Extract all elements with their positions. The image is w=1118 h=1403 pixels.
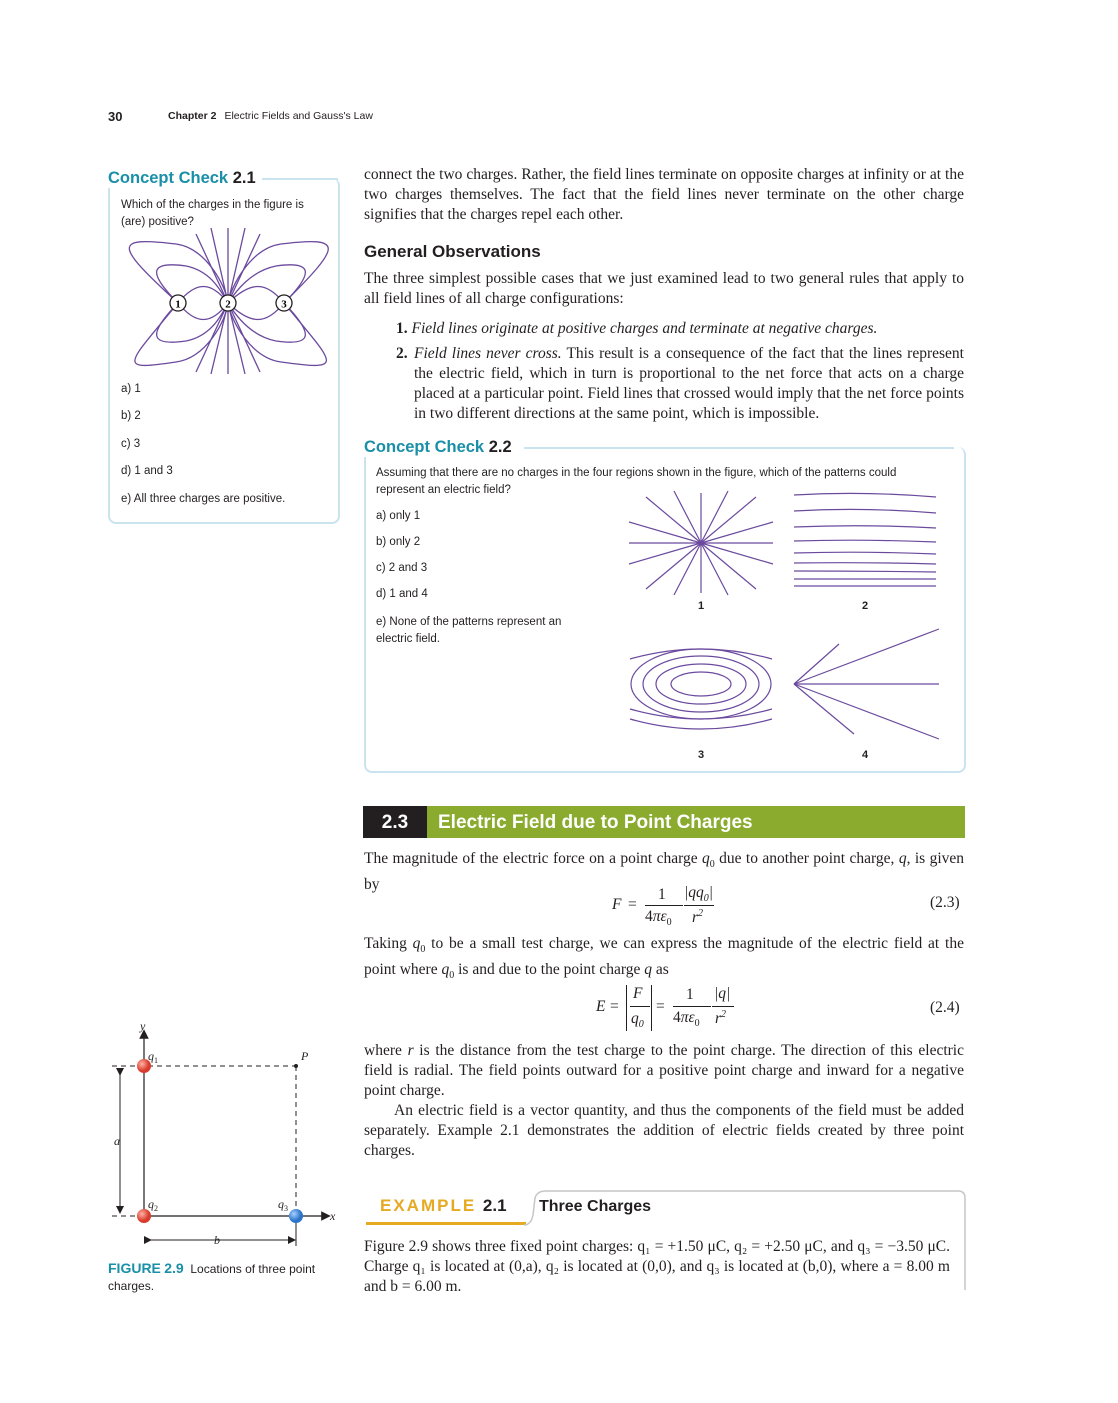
charge-label-1: 1 [175, 298, 181, 311]
rule-1-number: 1. [396, 320, 408, 337]
figure-caption-text: Locations of three point charges. [108, 1262, 316, 1293]
figure-2-9-caption [108, 1260, 333, 1295]
pattern-1 [629, 491, 773, 595]
example-title: Three Charges [539, 1198, 652, 1215]
label-q2-base: q [148, 1197, 154, 1211]
label-y: y [140, 1020, 146, 1033]
page-number: 30 [108, 109, 123, 124]
concept-check-2 [364, 437, 966, 775]
rule-1-text: Field lines originate at positive charges and terminate at negative charges. [411, 320, 878, 337]
sp1-a: The magnitude of the electric force on a point charge [364, 850, 703, 867]
charge-q3 [289, 1209, 303, 1223]
example-header [366, 1190, 966, 1230]
cc1-option-d: d) 1 and 3 [121, 465, 173, 477]
chapter-label: Chapter 2 [168, 110, 217, 122]
label-q1 [148, 1049, 158, 1065]
concept-check-1-question: Which of the charges in the figure is (are) positive? [121, 199, 304, 228]
field-patterns-figure [624, 489, 944, 764]
label-b: b [214, 1233, 220, 1247]
cc2-option-d: d) 1 and 4 [376, 588, 428, 600]
cc2-number: 2.2 [488, 438, 512, 456]
figure-2-9-diagram [108, 1020, 348, 1255]
label-q3-base: q [278, 1197, 284, 1211]
section-paragraph-4: An electric field is a vector quantity, and thus the components of the field must be added separately. Example 2.1 demonstrates the addition of electric fields created by three point charges. [364, 1102, 964, 1159]
sp2-d: as [651, 961, 669, 979]
charge-label-3: 3 [281, 298, 287, 311]
cc2-option-e: e) None of the patterns represent an electric field. [376, 616, 562, 645]
label-x: x [330, 1209, 336, 1223]
general-observations-text: The three simplest possible cases that we just examined lead to two general rules that apply to all field lines of all charge configurations: [364, 270, 964, 307]
sp1-b: due to another point charge, [714, 850, 899, 867]
label-q3 [278, 1197, 288, 1213]
pattern-2 [794, 493, 936, 586]
section-paragraph-1: The magnitude of the electric force on a point charge $q_0$ due to another point charge, q, is given by [364, 850, 965, 894]
example-label [380, 1196, 507, 1216]
section-title: Electric Field due to Point Charges [438, 812, 753, 833]
rule-2 [414, 344, 964, 424]
label-q3-sub: 3 [284, 1204, 288, 1213]
concept-check-1-title [108, 169, 262, 188]
example-label-text: EXAMPLE [380, 1196, 477, 1215]
cc2-title-text: Concept Check [364, 438, 485, 456]
point-p [294, 1064, 298, 1068]
equation-2-4: E = F $q_0$ = 1 $4\pi\varepsilon_0$ |q| $r^2$ [596, 985, 756, 1033]
pattern-label-3: 3 [697, 749, 705, 761]
section-header [363, 806, 965, 838]
pattern-3 [630, 649, 772, 729]
sp3-b: is the distance from the test charge to the point charge. The direction of this electric field is radial. The field points outward for a positive point charge and inward for a negative point charge. [364, 1042, 964, 1099]
running-header [168, 110, 373, 122]
sp2-a: Taking [364, 935, 413, 952]
cc2-option-a: a) only 1 [376, 510, 421, 522]
figure-label: FIGURE [108, 1260, 161, 1276]
rule-2-text: This result is a consequence of the fact that the lines represent the electric field, which in turn is proportional to the net force that acts on a charge placed at a particular point. Field lines that crossed would imply that the net force points in two different directions at the same point, which is impossible. [414, 345, 964, 422]
cc1-title-text: Concept Check [108, 169, 229, 187]
rule-2-number: 2. [396, 345, 408, 362]
sp2-b: to be a small test charge, we can express the magnitude of the electric field at the point where [364, 935, 964, 979]
label-q1-sub: 1 [154, 1056, 158, 1065]
example-text: Figure 2.9 shows three fixed point charges: q₁ = +1.50 μC, q₂ = +2.50 μC, and q₃ = −3.50 μC. Charge q₁ is located at (0,a), q₂ is located at (0,0), and q₃ is located at (b,0), where a = 8.00 m and b = 6.00 m. [364, 1238, 950, 1295]
equation-number-2-3: (2.3) [930, 894, 960, 911]
example-number: 2.1 [482, 1196, 507, 1215]
general-observations-heading: General Observations [364, 242, 541, 261]
pattern-4 [794, 629, 939, 739]
section-number: 2.3 [363, 806, 427, 838]
charge-label-2: 2 [225, 298, 231, 311]
rule-2-lead: Field lines never cross. [414, 345, 562, 362]
cc1-option-b: b) 2 [121, 410, 141, 422]
label-q2 [148, 1197, 158, 1213]
sp1-c: , is given by [364, 850, 965, 894]
pattern-label-2: 2 [861, 600, 869, 612]
sp2-c: is and due to the point charge [454, 961, 645, 979]
section-paragraph-3: where r is the distance from the test charge to the point charge. The direction of this electric field is radial. The field points outward for a positive point charge and inward for a negative point charge. [364, 1042, 964, 1099]
field-lines-figure-1 [116, 226, 331, 376]
section-paragraph-2: Taking $q_0$ to be a small test charge, we can express the magnitude of the electric field at the point where $q_0$ is and due to the point charge q as [364, 935, 964, 982]
chapter-title: Electric Fields and Gauss's Law [224, 110, 373, 122]
cc2-option-c: c) 2 and 3 [376, 562, 428, 574]
figure-number: 2.9 [164, 1260, 184, 1276]
pattern-label-1: 1 [697, 600, 705, 612]
sp3-a: where [364, 1042, 408, 1059]
label-p: P [301, 1049, 309, 1063]
cc1-number: 2.1 [232, 169, 256, 187]
label-q1-base: q [148, 1049, 154, 1063]
label-q2-sub: 2 [154, 1204, 158, 1213]
rule-1 [396, 319, 966, 339]
equation-2-3: F = 1 $4\pi\varepsilon_0$ $|qq_0|$ $r^2$ [612, 884, 714, 929]
concept-check-1 [108, 168, 340, 524]
label-a: a [114, 1134, 120, 1148]
cc1-option-c: c) 3 [121, 438, 141, 450]
intro-paragraph: connect the two charges. Rather, the field lines terminate on opposite charges at infinity or at the two charges themselves. The fact that the field lines never terminate on the other charge signifies that the charges repel each other. [364, 166, 964, 223]
pattern-label-4: 4 [861, 749, 869, 761]
cc2-option-b: b) only 2 [376, 536, 421, 548]
concept-check-2-question: Assuming that there are no charges in the four regions shown in the figure, which of the patterns could represent an electric field? [376, 467, 897, 496]
charge-q2 [137, 1209, 151, 1223]
cc1-option-a: a) 1 [121, 383, 141, 395]
equation-number-2-4: (2.4) [930, 999, 960, 1016]
cc1-option-e: e) All three charges are positive. [121, 493, 286, 505]
concept-check-2-title [364, 438, 520, 457]
